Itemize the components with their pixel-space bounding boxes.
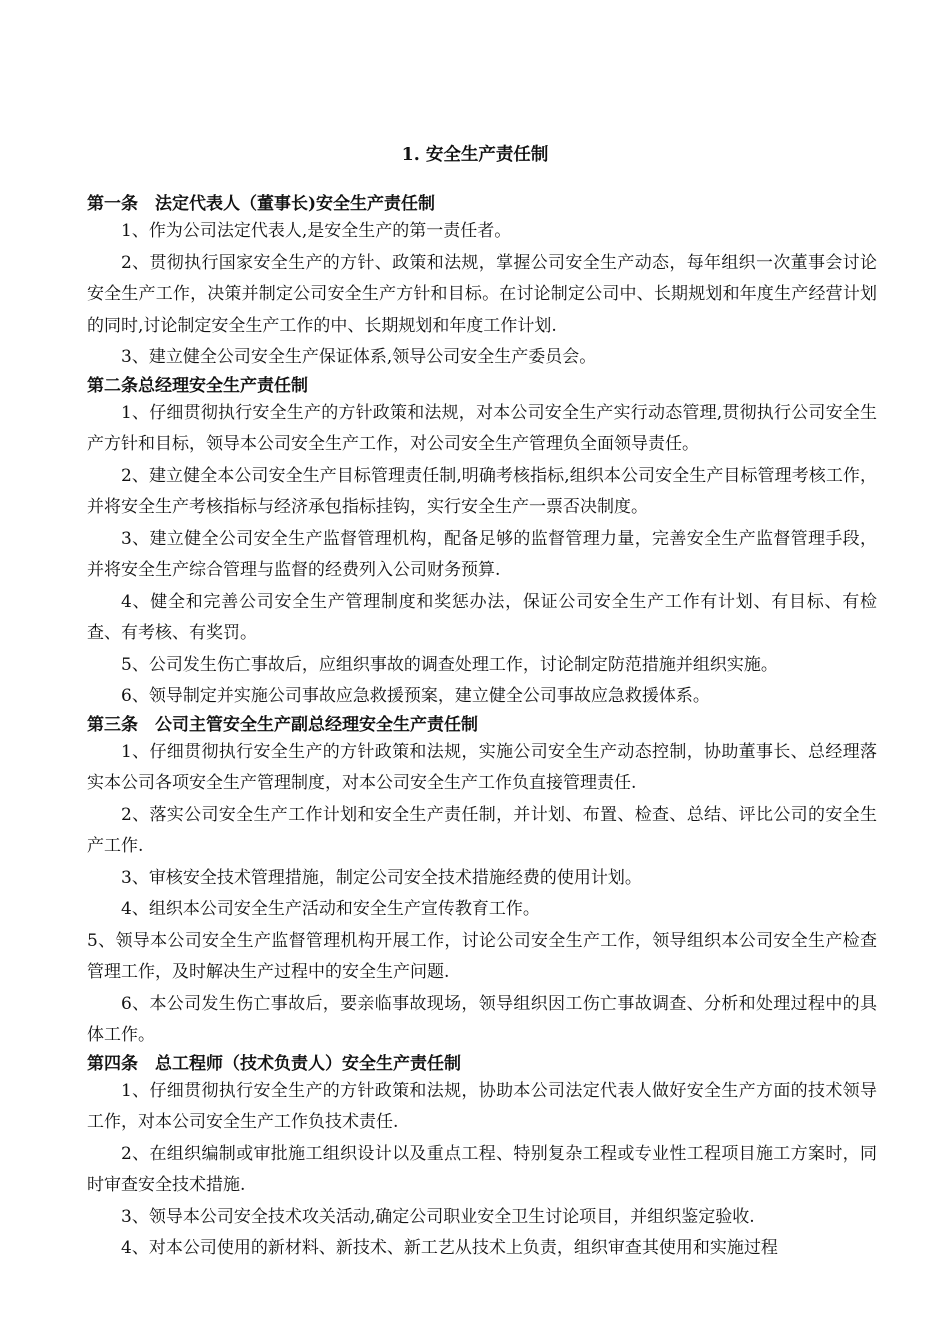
section-4 — [87, 1052, 877, 1265]
clause-paragraph: 5、公司发生伤亡事故后，应组织事故的调查处理工作，讨论制定防范措施并组织实施。 — [121, 654, 778, 675]
section-heading: 第四条 总工程师（技术负责人）安全生产责任制 — [87, 1053, 461, 1074]
document-body — [87, 192, 877, 1265]
section-3 — [87, 713, 877, 1052]
clause-paragraph: 3、审核安全技术管理措施，制定公司安全技术措施经费的使用计划。 — [121, 867, 642, 888]
section-heading: 第二条总经理安全生产责任制 — [87, 375, 308, 396]
clause-paragraph: 1、作为公司法定代表人,是安全生产的第一责任者。 — [121, 221, 512, 241]
clause-paragraph: 3、建立健全公司安全生产监督管理机构，配备足够的监督管理力量，完善安全生产监督管理手段，并将安全生产综合管理与监督的经费列入公司财务预算. — [87, 528, 877, 580]
clause-paragraph: 1、仔细贯彻执行安全生产的方针政策和法规，协助本公司法定代表人做好安全生产方面的技术领导工作，对本公司安全生产工作负技术责任. — [87, 1080, 877, 1132]
clause-paragraph: 4、组织本公司安全生产活动和安全生产宣传教育工作。 — [121, 899, 540, 919]
clause-paragraph: 2、落实公司安全生产工作计划和安全生产责任制，并计划、布置、检查、总结、评比公司的安全生产工作. — [87, 804, 877, 856]
section-heading: 第三条 公司主管安全生产副总经理安全生产责任制 — [87, 714, 478, 735]
clause-paragraph: 1、仔细贯彻执行安全生产的方针政策和法规，实施公司安全生产动态控制，协助董事长、总经理落实本公司各项安全生产管理制度，对本公司安全生产工作负直接管理责任. — [87, 741, 877, 793]
section-1 — [87, 192, 877, 374]
clause-paragraph: 2、贯彻执行国家安全生产的方针、政策和法规，掌握公司安全生产动态，每年组织一次董事会讨论安全生产工作，决策并制定公司安全生产方针和目标。在讨论制定公司中、长期规划和年度生产经营计划的同时,讨论制定安全生产工作的中、长期规划和年度工作计划. — [87, 252, 877, 336]
clause-paragraph: 2、建立健全本公司安全生产目标管理责任制,明确考核指标,组织本公司安全生产目标管理考核工作，并将安全生产考核指标与经济承包指标挂钩，实行安全生产一票否决制度。 — [87, 465, 877, 517]
document-title: 1. 安全生产责任制 — [401, 145, 549, 165]
section-heading: 第一条 法定代表人（董事长)安全生产责任制 — [87, 194, 436, 214]
clause-paragraph: 5、领导本公司安全生产监督管理机构开展工作，讨论公司安全生产工作，领导组织本公司安全生产检查管理工作，及时解决生产过程中的安全生产问题. — [87, 930, 877, 982]
clause-paragraph: 1、仔细贯彻执行安全生产的方针政策和法规，对本公司安全生产实行动态管理,贯彻执行公司安全生产方针和目标，领导本公司安全生产工作，对公司安全生产管理负全面领导责任。 — [87, 402, 877, 454]
clause-paragraph: 6、领导制定并实施公司事故应急救援预案，建立健全公司事故应急救援体系。 — [121, 686, 710, 706]
clause-paragraph: 4、对本公司使用的新材料、新技术、新工艺从技术上负责，组织审查其使用和实施过程 — [121, 1238, 778, 1258]
clause-paragraph: 6、本公司发生伤亡事故后，要亲临事故现场，领导组织因工伤亡事故调查、分析和处理过程中的具体工作。 — [87, 993, 877, 1045]
clause-paragraph: 2、在组织编制或审批施工组织设计以及重点工程、特别复杂工程或专业性工程项目施工方案时，同时审查安全技术措施. — [87, 1143, 877, 1195]
clause-paragraph: 3、建立健全公司安全生产保证体系,领导公司安全生产委员会。 — [121, 347, 597, 367]
section-2 — [87, 374, 877, 713]
clause-paragraph: 3、领导本公司安全技术攻关活动,确定公司职业安全卫生讨论项目，并组织鉴定验收. — [121, 1206, 755, 1227]
clause-paragraph: 4、健全和完善公司安全生产管理制度和奖惩办法，保证公司安全生产工作有计划、有目标、有检查、有考核、有奖罚。 — [87, 591, 877, 643]
